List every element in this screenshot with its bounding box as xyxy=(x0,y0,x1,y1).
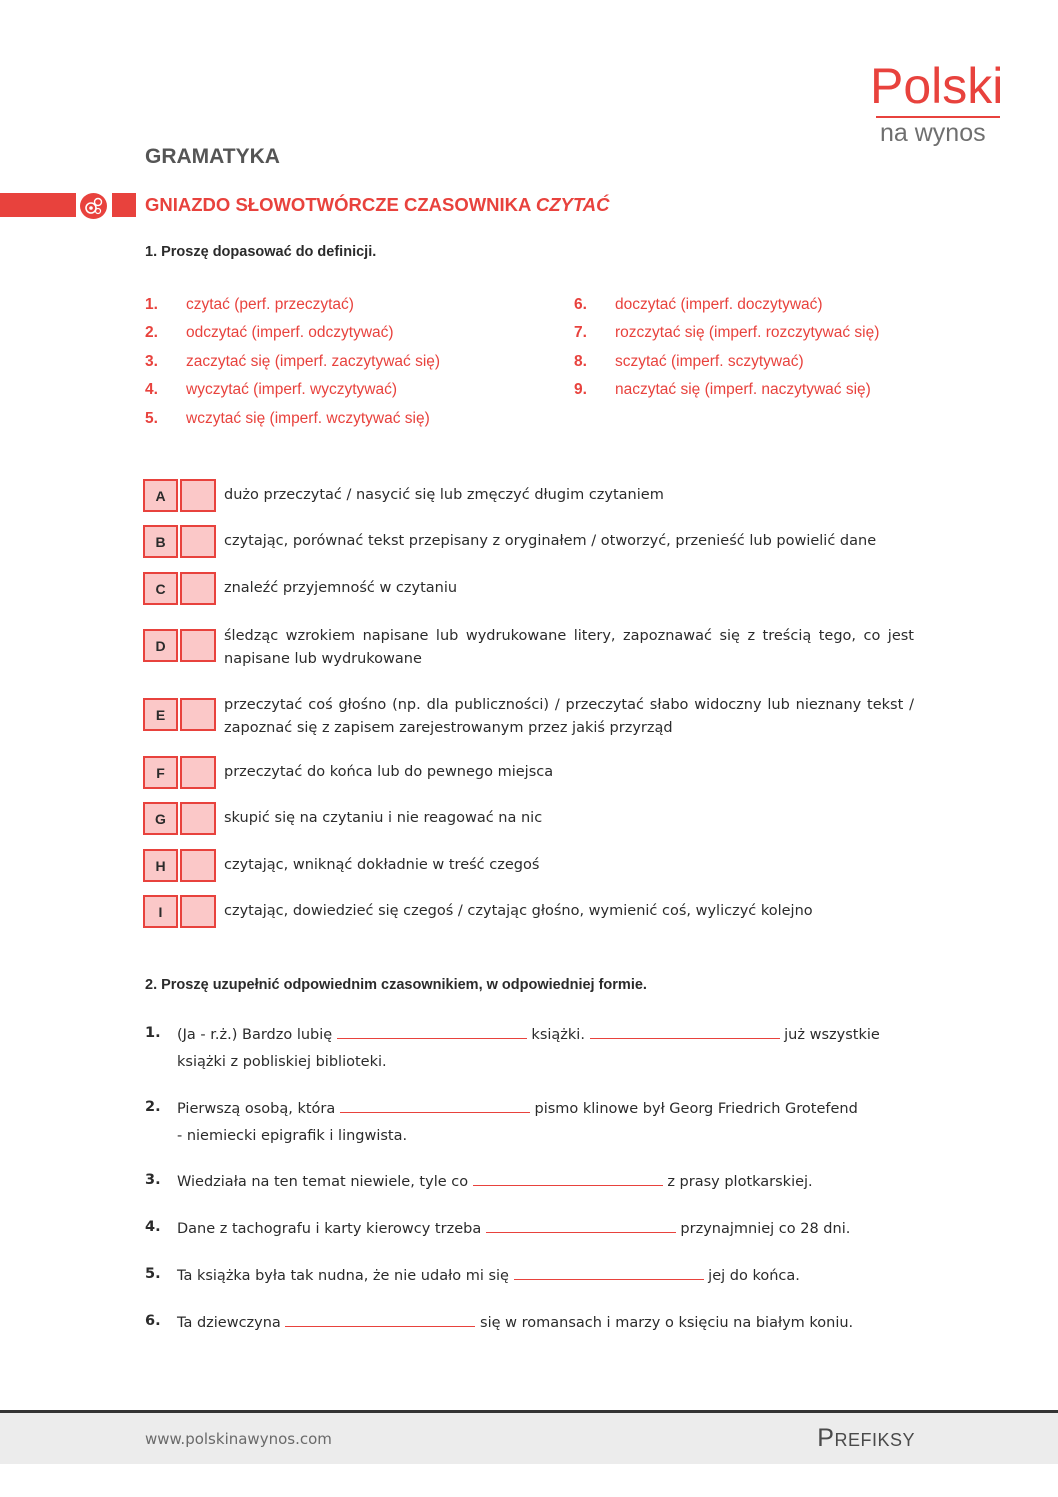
section-label: GRAMATYKA xyxy=(145,145,280,168)
fill-line xyxy=(177,1313,853,1333)
answer-blank[interactable] xyxy=(473,1172,663,1186)
fill-text: książki. xyxy=(526,1027,590,1043)
definition-letter: A xyxy=(143,479,178,512)
fill-line: książki z pobliskiej biblioteki. xyxy=(177,1054,387,1070)
word-text: doczytać (imperf. doczytywać) xyxy=(615,296,823,313)
fill-line xyxy=(177,1172,813,1192)
fill-text: Wiedziała na ten temat niewiele, tyle co xyxy=(177,1174,473,1190)
fill-text: Dane z tachografu i karty kierowcy trzeba xyxy=(177,1221,486,1237)
word-text: wczytać się (imperf. wczytywać się) xyxy=(186,410,430,427)
answer-box[interactable] xyxy=(180,629,216,662)
fill-num: 1. xyxy=(145,1025,161,1041)
word-num: 5. xyxy=(145,410,158,427)
fill-num: 2. xyxy=(145,1099,161,1115)
word-num: 1. xyxy=(145,296,158,313)
fill-line xyxy=(177,1025,880,1045)
logo-main-text: Polski xyxy=(870,58,1004,114)
answer-blank[interactable] xyxy=(514,1266,704,1280)
definition-text: czytając, dowiedzieć się czegoś / czytając głośno, wymienić coś, wyliczyć kolejno xyxy=(224,903,813,919)
definition-letter: E xyxy=(143,698,178,731)
answer-box[interactable] xyxy=(180,572,216,605)
fill-line xyxy=(177,1266,800,1286)
fill-num: 5. xyxy=(145,1266,161,1282)
definition-text: znaleźć przyjemność w czytaniu xyxy=(224,580,458,596)
fill-line xyxy=(177,1099,858,1119)
word-num: 3. xyxy=(145,353,158,370)
fill-text: (Ja - r.ż.) Bardzo lubię xyxy=(177,1027,337,1043)
definition-letter: C xyxy=(143,572,178,605)
answer-box[interactable] xyxy=(180,895,216,928)
definition-letter: F xyxy=(143,756,178,789)
fill-text: już wszystkie xyxy=(779,1027,880,1043)
fill-text: się w romansach i marzy o księciu na białym koniu. xyxy=(475,1315,854,1331)
topic-title xyxy=(145,194,610,216)
answer-box[interactable] xyxy=(180,698,216,731)
definition-letter: D xyxy=(143,629,178,662)
definition-text: czytając, porównać tekst przepisany z oryginałem / otworzyć, przenieść lub powielić dane xyxy=(224,533,877,549)
answer-box[interactable] xyxy=(180,802,216,835)
footer-label: Prefiksy xyxy=(817,1424,915,1452)
fill-text: z prasy plotkarskiej. xyxy=(662,1174,813,1190)
definition-letter: G xyxy=(143,802,178,835)
word-text: czytać (perf. przeczytać) xyxy=(186,296,354,313)
answer-blank[interactable] xyxy=(285,1313,475,1327)
word-num: 4. xyxy=(145,381,158,398)
fill-line xyxy=(177,1219,850,1239)
answer-box[interactable] xyxy=(180,525,216,558)
word-num: 2. xyxy=(145,324,158,341)
word-text: wyczytać (imperf. wyczytywać) xyxy=(186,381,397,398)
word-text: naczytać się (imperf. naczytywać się) xyxy=(615,381,871,398)
fill-text: jej do końca. xyxy=(703,1268,800,1284)
definition-text: przeczytać do końca lub do pewnego miejsca xyxy=(224,764,554,780)
answer-box[interactable] xyxy=(180,756,216,789)
definition-text: dużo przeczytać / nasycić się lub zmęczyć długim czytaniem xyxy=(224,487,664,503)
answer-blank[interactable] xyxy=(337,1025,527,1039)
word-num: 8. xyxy=(574,353,587,370)
fill-num: 3. xyxy=(145,1172,161,1188)
fill-text: Pierwszą osobą, która xyxy=(177,1101,340,1117)
word-num: 6. xyxy=(574,296,587,313)
fill-line: - niemiecki epigrafik i lingwista. xyxy=(177,1128,408,1144)
fill-text: Ta książka była tak nudna, że nie udało mi się xyxy=(177,1268,514,1284)
definition-letter: I xyxy=(143,895,178,928)
fill-text: pismo klinowe był Georg Friedrich Grotefend xyxy=(529,1101,858,1117)
word-text: sczytać (imperf. sczytywać) xyxy=(615,353,804,370)
topic-bar-left xyxy=(0,193,76,217)
definition-text: przeczytać coś głośno (np. dla publiczności) / przeczytać słabo widoczny lub nieznany tekst / zapoznać się z zapisem zarejestrowanym przez jakiś przyrząd xyxy=(224,697,914,736)
definition-text: śledząc wzrokiem napisane lub wydrukowane litery, zapoznawać się z treścią tego, co jest napisane lub wydrukowane xyxy=(224,628,914,667)
definition-letter: B xyxy=(143,525,178,558)
definition-letter: H xyxy=(143,849,178,882)
topic-bar-small xyxy=(112,193,136,217)
word-num: 7. xyxy=(574,324,587,341)
brand-logo xyxy=(866,56,1006,156)
fill-text: przynajmniej co 28 dni. xyxy=(675,1221,851,1237)
fill-num: 4. xyxy=(145,1219,161,1235)
fill-text: Ta dziewczyna xyxy=(177,1315,286,1331)
definition-text: skupić się na czytaniu i nie reagować na nic xyxy=(224,810,543,826)
definition-text: czytając, wniknąć dokładnie w treść czegoś xyxy=(224,857,540,873)
answer-blank[interactable] xyxy=(340,1099,530,1113)
answer-blank[interactable] xyxy=(486,1219,676,1233)
exercise2-instruction: 2. Proszę uzupełnić odpowiednim czasownikiem, w odpowiedniej formie. xyxy=(145,977,647,993)
gears-icon xyxy=(80,193,107,219)
topic-title-word: CZYTAĆ xyxy=(535,194,610,215)
logo-sub-text: na wynos xyxy=(880,119,986,147)
answer-blank[interactable] xyxy=(590,1025,780,1039)
answer-box[interactable] xyxy=(180,479,216,512)
word-text: odczytać (imperf. odczytywać) xyxy=(186,324,394,341)
word-text: zaczytać się (imperf. zaczytywać się) xyxy=(186,353,441,370)
topic-title-prefix: GNIAZDO SŁOWOTWÓRCZE CZASOWNIKA xyxy=(145,194,536,215)
word-num: 9. xyxy=(574,381,587,398)
word-text: rozczytać się (imperf. rozczytywać się) xyxy=(615,324,880,341)
answer-box[interactable] xyxy=(180,849,216,882)
fill-num: 6. xyxy=(145,1313,161,1329)
exercise1-instruction: 1. Proszę dopasować do definicji. xyxy=(145,244,377,260)
footer-url[interactable]: www.polskinawynos.com xyxy=(145,1430,332,1448)
